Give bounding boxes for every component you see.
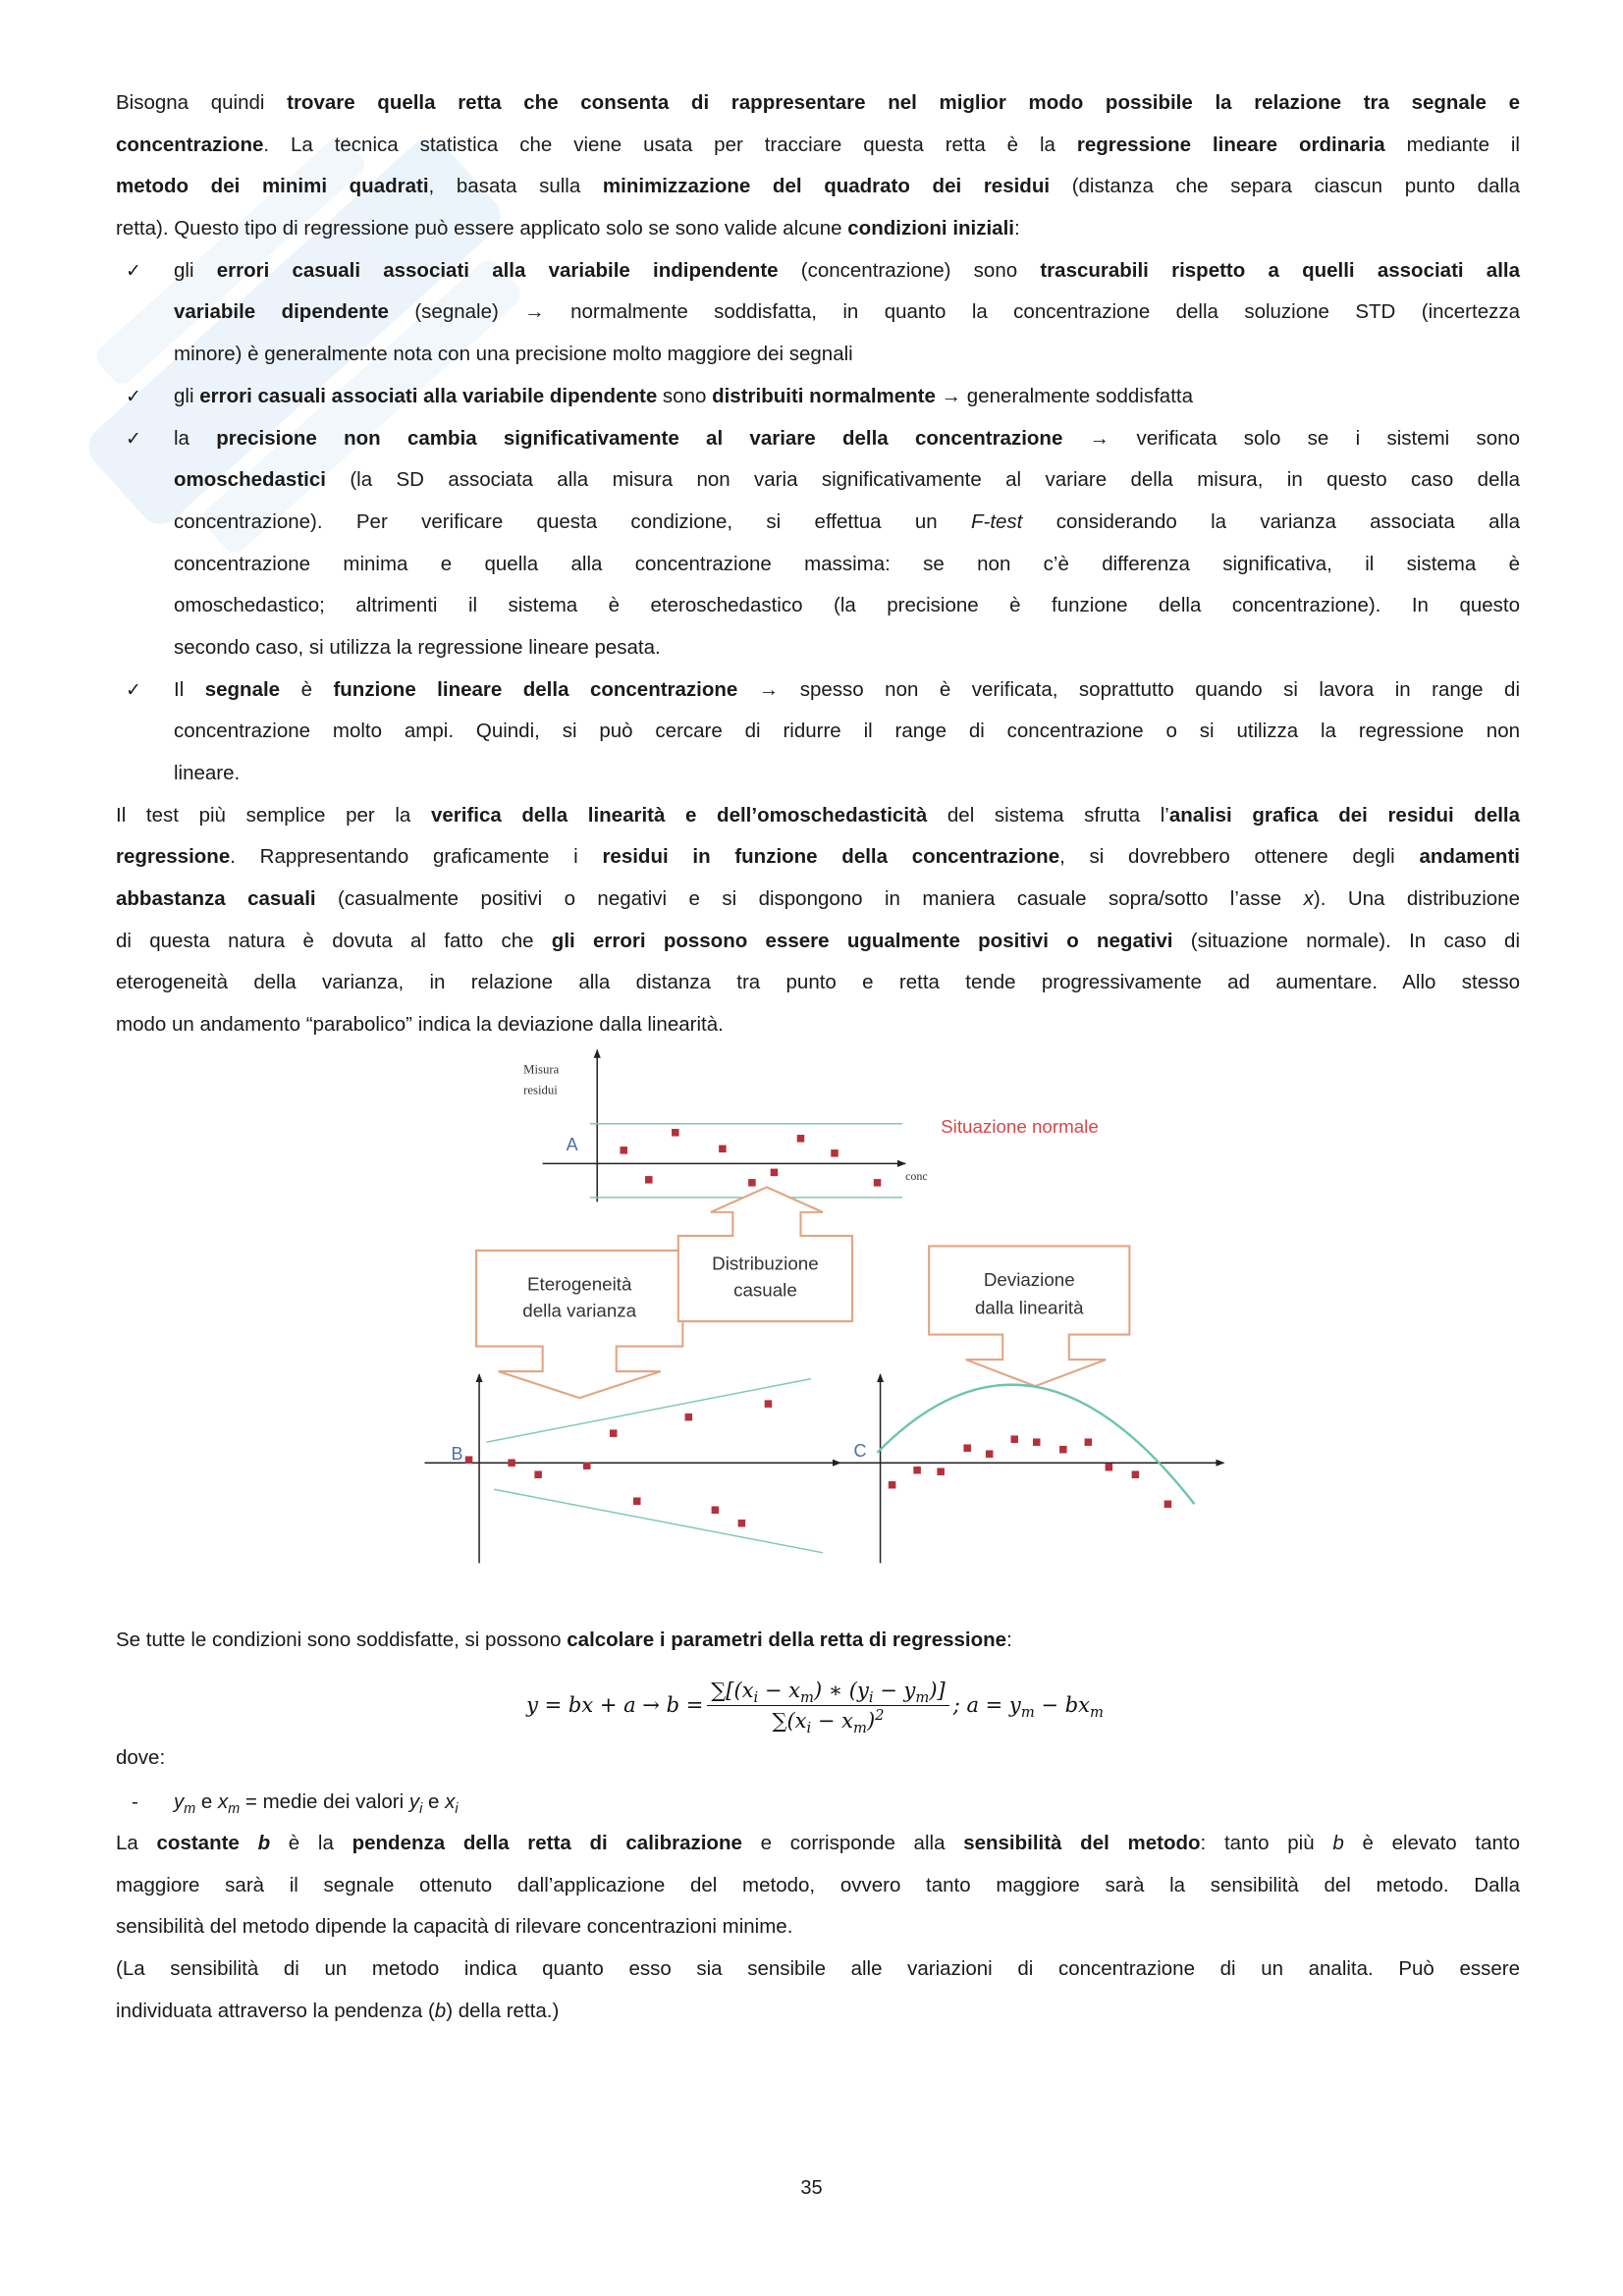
y-axis-label: residui: [523, 1083, 558, 1097]
text-run: costante: [156, 1832, 258, 1854]
page-number: 35: [800, 2177, 823, 2199]
callout-heterogeneity: [476, 1251, 682, 1398]
text-run: funzione lineare della concentrazione: [333, 677, 738, 701]
callout-heterogeneity-text: della varianza: [522, 1300, 637, 1321]
text-run: x: [794, 1708, 807, 1733]
text-run: La: [116, 1832, 157, 1854]
text-line: [116, 166, 1520, 208]
residual-point: [937, 1468, 945, 1475]
text-line: [116, 1823, 1520, 1865]
panel-b-label: B: [451, 1444, 463, 1465]
text-run: → spesso non è verificata, soprattutto quando si lavora in range di: [737, 677, 1521, 701]
text-run: m: [1020, 1704, 1035, 1722]
text-run: abbastanza casuali: [116, 887, 316, 911]
where-label: dove:: [116, 1746, 166, 1769]
text-run: , si dovrebbero ottenere degli: [1059, 845, 1420, 869]
text-run: analisi grafica dei residui della: [1168, 803, 1521, 827]
text-run: retta). Questo tipo di regressione può essere applicato solo se sono valide alcune: [116, 217, 848, 240]
text-run: i: [455, 1800, 459, 1817]
text-run: è la: [270, 1832, 352, 1854]
text-run: variabile dipendente: [174, 300, 389, 324]
bullet-line: [116, 250, 1520, 293]
text-run: e: [195, 1789, 218, 1813]
text-run: pendenza della retta di calibrazione: [352, 1832, 742, 1854]
text-line: [116, 82, 1520, 125]
text-line: [116, 1949, 1520, 1991]
list-item: [116, 1782, 1520, 1824]
text-run: x: [445, 1789, 456, 1813]
text-run: m: [800, 1688, 814, 1706]
text-run: ; a = y: [952, 1693, 1021, 1717]
text-run: m: [1089, 1704, 1104, 1722]
residual-point: [963, 1444, 971, 1452]
text-run: i: [419, 1800, 423, 1817]
text-run: omoschedastico; altrimenti il sistema è eteroschedastico (la precisione è funzione della concentrazione). In questo: [174, 594, 1520, 617]
bullet-line: [116, 585, 1520, 627]
text-run: Il: [174, 677, 205, 701]
bullet-line: [116, 627, 1520, 669]
residual-point: [645, 1176, 653, 1184]
bullet-line: [116, 544, 1520, 586]
text-run: regressione: [116, 845, 231, 869]
text-run: condizioni iniziali: [847, 217, 1014, 240]
residual-point: [771, 1169, 779, 1177]
text-run: Se tutte le condizioni sono soddisfatte, si possono: [116, 1629, 568, 1651]
text-run: −: [811, 1708, 842, 1733]
text-run: residui in funzione della concentrazione: [602, 845, 1060, 869]
residual-point: [831, 1149, 839, 1157]
residual-point: [1085, 1438, 1093, 1446]
text-run: metodo dei minimi quadrati: [116, 175, 429, 198]
text-run: b: [1332, 1832, 1344, 1854]
text-line: [116, 1620, 1520, 1662]
text-run: (distanza che separa ciascun punto dalla: [1050, 175, 1520, 198]
panel-b-band-lower: [494, 1489, 823, 1553]
text-run: x: [741, 1678, 754, 1702]
text-line: [116, 1865, 1520, 1907]
normal-situation-caption: Situazione normale: [941, 1115, 1099, 1137]
residual-point: [1164, 1500, 1172, 1508]
text-run: sono: [657, 384, 713, 407]
text-run: sensibilità del metodo: [963, 1832, 1201, 1854]
formula-notes: [116, 1737, 1520, 1823]
residual-point: [508, 1459, 515, 1467]
text-line: [116, 208, 1520, 250]
text-line: [116, 1991, 1520, 2033]
text-run: −: [873, 1678, 904, 1702]
bullet-line: [116, 502, 1520, 544]
residuals-figure: [420, 1040, 1231, 1571]
callout-random-text: casuale: [733, 1279, 797, 1301]
bullet-line: [116, 334, 1520, 376]
text-run: (La sensibilità di un metodo indica quanto esso sia sensibile alle variazioni di concentrazione di un analita. Può essere: [116, 1957, 1520, 1981]
residual-point: [1106, 1464, 1113, 1471]
text-run: . Rappresentando graficamente i: [230, 845, 603, 869]
text-run: ∑[(: [711, 1678, 742, 1702]
formula-denominator: [768, 1706, 888, 1736]
residual-point: [738, 1520, 746, 1527]
text-run: 2: [875, 1706, 885, 1724]
text-run: gli: [174, 258, 217, 282]
text-run: y: [408, 1789, 420, 1813]
text-run: ) della retta.): [446, 1999, 560, 2022]
text-run: gli errori possono essere ugualmente positivi o negativi: [551, 929, 1173, 952]
text-run: concentrazione molto ampi. Quindi, si può cercare di ridurre il range di concentrazione o si utilizza la regressione non: [174, 720, 1520, 743]
y-axis-label: Misura: [523, 1062, 560, 1077]
text-run: di questa natura è dovuta al fatto che: [116, 929, 552, 952]
text-run: . La tecnica statistica che viene usata per tracciare questa retta è la: [263, 133, 1077, 156]
bullet-line: [116, 292, 1520, 334]
regression-intro: [116, 1620, 1520, 1662]
checkmark-icon: ✓: [126, 385, 141, 407]
checkmark-icon: ✓: [126, 427, 141, 450]
residual-point: [610, 1429, 618, 1437]
text-run: modo un andamento “parabolico” indica la deviazione dalla linearità.: [116, 1013, 724, 1037]
text-run: regressione lineare ordinaria: [1076, 133, 1385, 156]
text-run: lineare.: [174, 762, 241, 784]
text-run: : tanto più: [1200, 1832, 1333, 1854]
text-run: gli: [174, 384, 200, 407]
text-run: minimizzazione del quadrato dei residui: [602, 175, 1051, 198]
text-run: precisione non cambia significativamente al variare della concentrazione: [216, 426, 1063, 450]
residual-point: [986, 1450, 994, 1458]
bullet-line: [116, 711, 1520, 753]
checkmark-icon: ✓: [126, 259, 141, 282]
formula-fraction: [707, 1678, 948, 1736]
residual-point: [685, 1414, 693, 1421]
residual-point: [1132, 1470, 1140, 1478]
text-run: errori casuali associati alla variabile indipendente: [216, 258, 779, 282]
text-run: −: [758, 1678, 789, 1702]
residual-point: [1010, 1435, 1018, 1443]
text-run: calcolare i parametri della retta di regressione: [567, 1629, 1007, 1651]
residual-point: [874, 1179, 882, 1187]
residual-point: [765, 1400, 773, 1408]
text-run: e corrisponde alla: [741, 1832, 964, 1854]
formula-rhs: [952, 1693, 1104, 1722]
residual-point: [583, 1462, 591, 1469]
text-run: m: [228, 1800, 241, 1817]
sensitivity-text: [116, 1823, 1520, 2032]
text-run: secondo caso, si utilizza la regressione lineare pesata.: [174, 635, 661, 659]
text-run: andamenti: [1419, 845, 1520, 869]
panel-b-band-upper: [487, 1379, 811, 1443]
text-run: mediante il: [1384, 133, 1520, 156]
text-run: considerando la varianza associata alla: [1022, 509, 1520, 533]
text-run: x: [841, 1708, 854, 1733]
formula-numerator: [707, 1679, 948, 1706]
text-run: i: [753, 1688, 759, 1706]
text-run: m: [853, 1719, 867, 1736]
text-run: m: [184, 1800, 196, 1817]
text-run: y: [856, 1678, 869, 1702]
text-run: trascurabili rispetto a quelli associati alla: [1040, 258, 1520, 282]
text-run: ): [866, 1708, 876, 1733]
residual-point: [913, 1467, 921, 1474]
text-run: → generalmente soddisfatta: [935, 384, 1194, 407]
text-run: ∑(: [772, 1708, 795, 1733]
text-run: errori casuali associati alla variabile dipendente: [199, 384, 658, 407]
text-run: distribuiti normalmente: [712, 384, 936, 407]
residual-point: [748, 1179, 756, 1187]
text-run: la: [174, 426, 217, 450]
text-run: concentrazione minima e quella alla concentrazione massima: se non c’è differenza significativa, il sistema è: [174, 552, 1520, 575]
text-line: [116, 125, 1520, 167]
text-run: → verificata solo se i sistemi sono: [1062, 426, 1520, 450]
text-run: ) ∗ (: [813, 1678, 857, 1702]
list-dash: -: [132, 1789, 138, 1813]
residual-point: [465, 1456, 473, 1464]
formula-lhs: [526, 1693, 703, 1717]
text-run: − bx: [1034, 1693, 1090, 1717]
text-run: concentrazione: [116, 133, 264, 156]
bullet-line: [116, 376, 1520, 418]
text-line: [116, 836, 1520, 879]
text-run: Il test più semplice per la: [116, 803, 431, 827]
residual-point: [1033, 1438, 1041, 1446]
text-run: i: [868, 1688, 874, 1706]
panel-c-label: C: [853, 1441, 867, 1462]
residual-point: [712, 1506, 720, 1514]
callout-deviation-text: dalla linearità: [974, 1297, 1084, 1318]
residual-point: [633, 1497, 641, 1505]
text-run: trovare quella retta che consenta di rappresentare nel miglior modo possibile la relazione tra segnale e: [287, 91, 1520, 114]
bullet-line: [116, 459, 1520, 502]
text-run: b: [257, 1832, 271, 1854]
text-run: (segnale) → normalmente soddisfatta, in quanto la concentrazione della soluzione STD (incertezza: [388, 300, 1520, 324]
panel-a-label: A: [566, 1134, 578, 1154]
text-run: y: [903, 1678, 916, 1702]
text-run: maggiore sarà il segnale ottenuto dall’applicazione del metodo, ovvero tanto maggiore sarà la sensibilità del metodo. Dalla: [116, 1873, 1520, 1896]
text-run: concentrazione). Per verificare questa condizione, si effettua un: [174, 509, 971, 533]
residual-point: [620, 1147, 627, 1154]
callout-random-text: Distribuzione: [712, 1253, 819, 1274]
text-line: [116, 962, 1520, 1004]
text-run: y = bx + a → b =: [526, 1693, 704, 1717]
text-run: :: [1006, 1629, 1012, 1651]
text-run: Bisogna quindi: [116, 91, 288, 114]
text-run: ). Una distribuzione: [1313, 887, 1520, 911]
callout-heterogeneity-text: Eterogeneità: [526, 1273, 632, 1295]
body-text: [116, 82, 1520, 1046]
text-run: i: [806, 1719, 812, 1736]
residual-point: [797, 1135, 805, 1143]
text-run: minore) è generalmente nota con una precisione molto maggiore dei segnali: [174, 343, 853, 366]
text-run: )]: [929, 1678, 946, 1702]
residual-point: [672, 1129, 679, 1137]
text-line: [116, 1906, 1520, 1949]
text-line: [116, 795, 1520, 837]
text-run: F-test: [970, 509, 1023, 533]
text-run: (concentrazione) sono: [778, 258, 1041, 282]
residual-point: [889, 1481, 896, 1489]
text-run: verifica della linearità e dell’omoschedasticità: [430, 803, 928, 827]
text-run: del sistema sfrutta l’: [927, 803, 1169, 827]
bullet-line: [116, 753, 1520, 795]
text-run: individuata attraverso la pendenza (: [116, 1999, 435, 2022]
bullet-line: [116, 418, 1520, 460]
text-run: (la SD associata alla misura non varia significativamente al variare della misura, in questo caso della: [325, 468, 1520, 492]
regression-formula: [461, 1664, 1168, 1746]
text-run: (casualmente positivi o negativi e si dispongono in maniera casuale sopra/sotto l’asse: [315, 887, 1304, 911]
text-run: (situazione normale). In caso di: [1172, 929, 1521, 952]
text-run: eterogeneità della varianza, in relazione alla distanza tra punto e retta tende progressivamente ad aumentare. Allo stesso: [116, 971, 1520, 994]
text-run: x: [1303, 887, 1314, 911]
text-run: = medie dei valori: [240, 1789, 409, 1813]
bullet-line: [116, 669, 1520, 712]
text-run: y: [174, 1789, 185, 1813]
text-run: x: [788, 1678, 801, 1702]
residual-point: [1059, 1446, 1067, 1454]
text-line: [116, 921, 1520, 963]
text-run: è: [280, 677, 334, 701]
text-run: segnale: [204, 677, 281, 701]
text-line: [116, 879, 1520, 921]
text-run: :: [1013, 217, 1020, 240]
text-run: x: [218, 1789, 229, 1813]
text-run: , basata sulla: [428, 175, 603, 198]
checkmark-icon: ✓: [126, 678, 141, 701]
residual-point: [719, 1146, 727, 1153]
text-run: sensibilità del metodo dipende la capacità di rilevare concentrazioni minime.: [116, 1915, 793, 1939]
text-run: b: [434, 1999, 447, 2022]
text-run: e: [422, 1789, 446, 1813]
residual-point: [534, 1470, 542, 1478]
text-run: omoschedastici: [174, 468, 326, 492]
callout-deviation-text: Deviazione: [983, 1268, 1075, 1290]
text-run: è elevato tanto: [1343, 1832, 1521, 1854]
text-run: m: [915, 1688, 930, 1706]
x-axis-label: conc: [905, 1168, 928, 1183]
